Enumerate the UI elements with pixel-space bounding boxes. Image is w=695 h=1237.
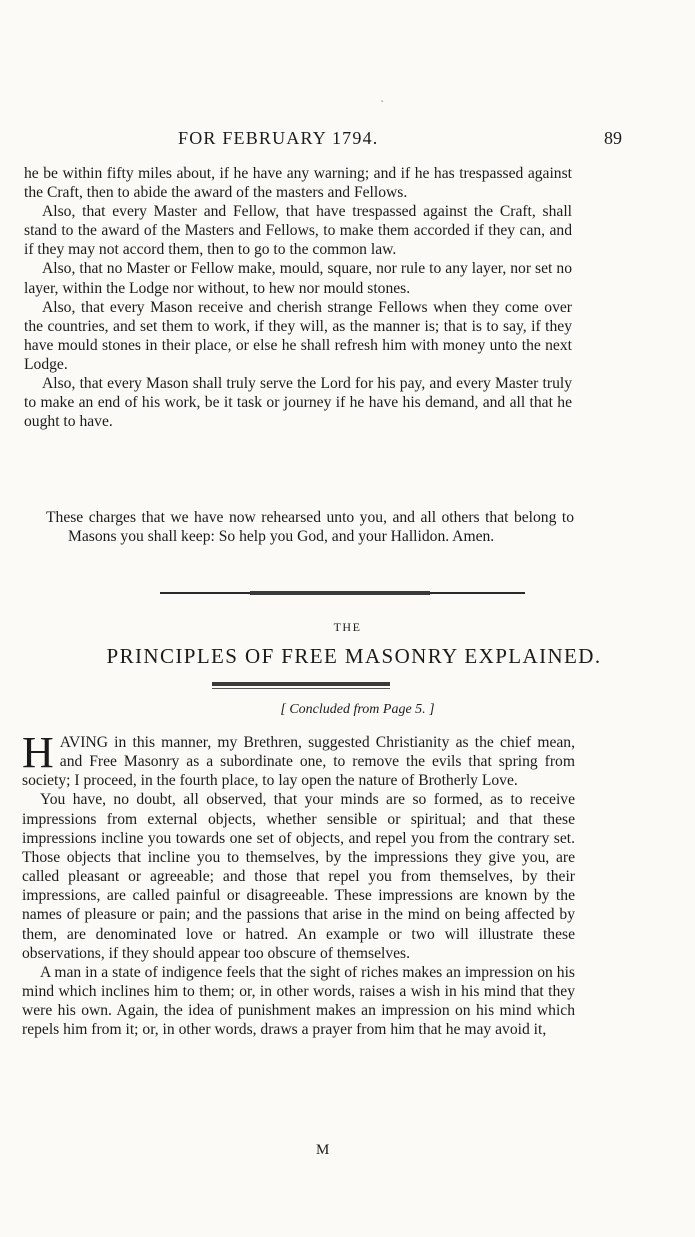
- drop-cap: H: [22, 728, 54, 777]
- first-paragraph-text: AVING in this manner, my Brethren, suggested Christianity as the chief mean, and Free Masonry as a subordinate one, to remove the evils that spring from society; I proceed, in the fourth place, to lay open the nature of Brotherly Love.: [22, 734, 575, 790]
- signature-mark: M: [316, 1142, 330, 1158]
- article-the-label: THE: [333, 620, 362, 634]
- article-title: PRINCIPLES OF FREE MASONRY EXPLAINED.: [106, 644, 602, 668]
- charges-section: [24, 164, 572, 431]
- charge-paragraph: Also, that every Mason shall truly serve the Lord for his pay, and every Master truly to make an end of his work, be it task or journey if he have his demand, and all that he ought to have.: [24, 375, 572, 431]
- charge-paragraph: he be within fifty miles about, if he have any warning; and if he has trespassed against the Craft, then to abide the award of the masters and Fellows.: [24, 165, 572, 202]
- first-paragraph: [22, 728, 575, 790]
- running-head-title: FOR FEBRUARY 1794.: [178, 128, 379, 148]
- concluded-note: [ Concluded from Page 5. ]: [280, 702, 435, 717]
- top-mark: ˛: [381, 92, 384, 102]
- page-number: 89: [604, 128, 622, 148]
- article-body: [22, 728, 575, 1040]
- charge-paragraph: Also, that no Master or Fellow make, mould, square, nor rule to any layer, nor set no layer, within the Lodge nor without, to hew nor mould stones.: [24, 260, 572, 297]
- section-divider: [160, 592, 525, 594]
- article-paragraph: A man in a state of indigence feels that the sight of riches makes an impression on his mind which inclines him to them; or, in other words, raises a wish in his mind that they were his own. Again, the idea of punishment makes an impression on his mind which repels him from it; or, in other words, draws a prayer from him that he may avoid it,: [22, 963, 575, 1039]
- article-paragraph: You have, no doubt, all observed, that your minds are so formed, as to receive impressions from external objects, whether sensible or spiritual; and that these impressions incline you towards one set of objects, and repel you from the contrary set. Those objects that incline you to themselves, by the impressions they give you, are called pleasant or agreeable; and those that repel you from themselves, by their impressions, are called painful or disagreeable. These impressions are known by the names of pleasure or pain; and the passions that arise in the mind on being affected by them, are denominated love or hatred. An example or two will illustrate these observations, if they should appear too obscure of themselves.: [22, 791, 575, 962]
- title-ornament-rule: [212, 682, 390, 686]
- charge-paragraph: Also, that every Master and Fellow, that have trespassed against the Craft, shall stand to the award of the Masters and Fellows, to make them accorded if they can, and if they may not accord them, then to go to the common law.: [24, 203, 572, 259]
- closing-charge: These charges that we have now rehearsed unto you, and all others that belong to Masons you shall keep: So help you God, and your Hallidon. Amen.: [46, 509, 574, 546]
- running-head: [0, 124, 695, 154]
- charge-paragraph: Also, that every Mason receive and cherish strange Fellows when they come over the countries, and set them to work, if they will, as the manner is; that is to say, if they have mould stones in their place, or else he shall refresh him with money unto the next Lodge.: [24, 298, 572, 373]
